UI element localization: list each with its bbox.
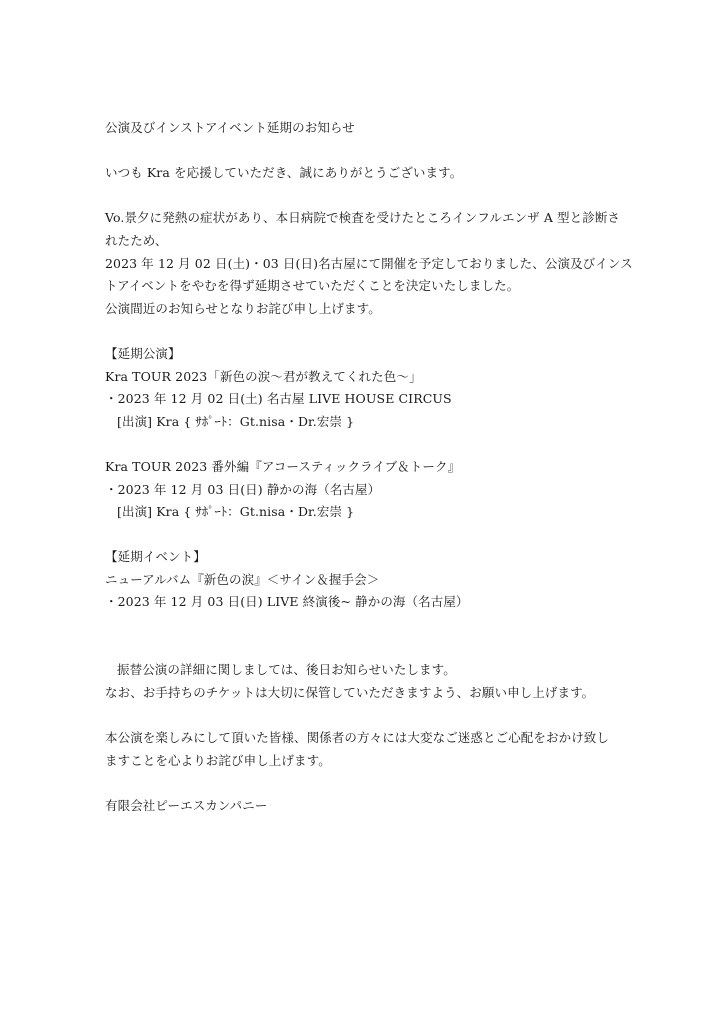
spacer (105, 320, 645, 343)
details-line: 振替公演の詳細に関しましては、後日お知らせいたします。 (117, 662, 456, 678)
announcement-line: 公演間近のお知らせとなりお詫び申し上げます。 (105, 300, 381, 316)
postponed-event-section (105, 546, 645, 614)
details-paragraph (105, 659, 645, 704)
show-date-venue: ・2023 年 12 月 02 日(土) 名古屋 LIVE HOUSE CIRCUS (105, 391, 452, 407)
announcement-paragraph (105, 207, 645, 320)
section-heading: 【延期イベント】 (105, 549, 206, 565)
announcement-line: Vo.景夕に発熱の症状があり、本日病院で検査を受けたところインフルエンザ A 型と診断さ (105, 210, 621, 226)
show-performers: [出演] Kra { ｻﾎﾟｰﾄ：Gt.nisa・Dr.宏崇 } (117, 504, 355, 520)
spacer (105, 772, 645, 795)
event-date-venue: ・2023 年 12 月 03 日(日) LIVE 終演後~ 静かの海（名古屋） (105, 594, 469, 610)
spacer (105, 185, 645, 208)
apology-line: ますことを心よりお詫び申し上げます。 (105, 752, 331, 768)
document-title: 公演及びインストアイベント延期のお知らせ (105, 120, 355, 135)
apology-paragraph (105, 727, 645, 772)
spacer (105, 140, 645, 163)
spacer (105, 524, 645, 547)
apology-line: 本公演を楽しみにして頂いた皆様、関係者の方々には大変なご迷惑とご心配をおかけ致し (105, 730, 610, 746)
spacer (105, 433, 645, 456)
show-date-venue: ・2023 年 12 月 03 日(日) 静かの海（名古屋） (105, 481, 381, 497)
event-title: ニューアルバム『新色の涙』＜サイン＆握手会＞ (105, 571, 380, 587)
document-body (105, 117, 645, 817)
postponed-shows-section (105, 343, 645, 524)
company-signature: 有限会社ピーエスカンパニー (105, 797, 268, 813)
show-title: Kra TOUR 2023「新色の涙〜君が教えてくれた色〜」 (105, 368, 422, 384)
spacer (105, 614, 645, 637)
spacer (105, 704, 645, 727)
announcement-line: トアイベントをやむを得ず延期させていただくことを決定いたしました。 (105, 278, 520, 294)
spacer (105, 637, 645, 660)
announcement-line: れたため、 (105, 232, 168, 248)
show-title: Kra TOUR 2023 番外編『アコースティックライブ＆トーク』 (105, 458, 461, 474)
greeting-text: いつも Kra を応援していただき、誠にありがとうございます。 (105, 165, 463, 181)
show-performers: [出演] Kra { ｻﾎﾟｰﾄ：Gt.nisa・Dr.宏崇 } (117, 413, 355, 429)
announcement-line: 2023 年 12 月 02 日(土)・03 日(日)名古屋にて開催を予定しておりました、公演及びインス (105, 255, 633, 271)
details-line: なお、お手持ちのチケットは大切に保管していただきますよう、お願い申し上げます。 (105, 684, 595, 700)
section-heading: 【延期公演】 (105, 345, 181, 361)
